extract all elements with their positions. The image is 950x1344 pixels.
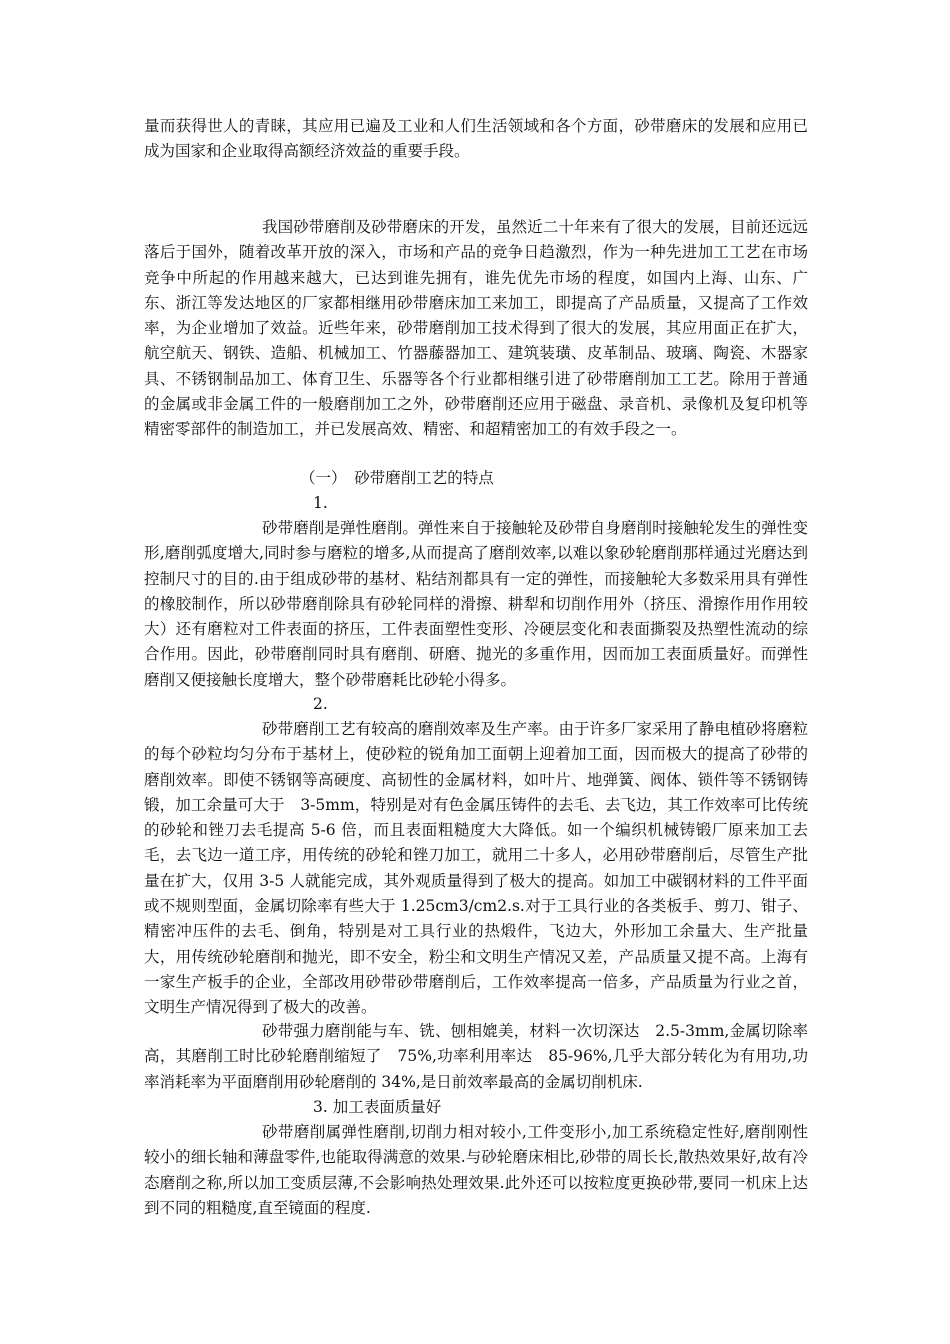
paragraph-development: 我国砂带磨削及砂带磨床的开发，虽然近二十年来有了很大的发展，目前还远远落后于国外，随着改革开放的深入，市场和产品的竞争日趋激烈，作为一种先进加工工艺在市场竞争中所起的作用越来越大，已达到谁先拥有，谁先优先市场的程度，如国内上海、山东、广东、浙江等发达地区的厂家都相继用砂带磨床加工来加工，即提高了产品质量，又提高了工作效率，为企业增加了效益。近些年来，砂带磨削加工技术得到了很大的发展，其应用面正在扩大，航空航天、钢铁、造船、机械加工、竹器藤器加工、建筑装璜、皮革制品、玻璃、陶瓷、木器家具、不锈钢制品加工、体育卫生、乐器等各个行业都相继引进了砂带磨削加工工艺。除用于普通的金属或非金属工件的一般磨削加工之外，砂带磨削还应用于磁盘、录音机、录像机及复印机等精密零部件的制造加工，并已发展高效、精密、和超精密加工的有效手段之一。 (144, 218, 808, 439)
item-number-1: 1. (313, 494, 328, 512)
section-heading: （一） 砂带磨削工艺的特点 (300, 469, 494, 487)
paragraph-elastic-grinding: 砂带磨削是弹性磨削。弹性来自于接触轮及砂带自身磨削时接触轮发生的弹性变形,磨削弧度增大,同时参与磨粒的增多,从而提高了磨削效率,以难以象砂轮磨削那样通过光磨达到控制尺寸的目的.由于组成砂带的基材、粘结剂都具有一定的弹性，而接触轮大多数采用具有弹性的橡胶制作，所以砂带磨削除具有砂轮同样的滑擦、耕犁和切削作用外（挤压、滑擦作用作用较大）还有磨粒对工件表面的挤压，工件表面塑性变形、冷硬层变化和表面撕裂及热塑性流动的综合作用。因此，砂带磨削同时具有磨削、研磨、抛光的多重作用，因而加工表面质量好。而弹性磨削又便接触长度增大，整个砂带磨耗比砂轮小得多。 (144, 519, 808, 689)
item-number-2: 2. (313, 695, 328, 713)
paragraph-efficiency: 砂带磨削工艺有较高的磨削效率及生产率。由于许多厂家采用了静电植砂将磨粒的每个砂粒均匀分布于基材上，使砂粒的锐角加工面朝上迎着加工面，因而极大的提高了砂带的磨削效率。即使不锈钢等高硬度、高韧性的金属材料，如叶片、地弹簧、阀体、锁件等不锈钢铸锻，加工余量可大于 3-5mm，特别是对有色金属压铸件的去毛、去飞边，其工作效率可比传统的砂轮和锉刀去毛提高 5-6 倍，而且表面粗糙度大大降低。如一个编织机械铸锻厂原来加工去毛，去飞边一道工序，用传统的砂轮和锉刀加工，就用二十多人，必用砂带磨削后，尽管生产批量在扩大，仅用 3-5 人就能完成，其外观质量得到了极大的提高。如加工中碳钢材料的工件平面或不规则型面，金属切除率有些大于 1.25cm3/cm2.s.对于工具行业的各类板手、剪刀、钳子、精密冲压件的去毛、倒角，特别是对工具行业的热煅件，飞边大，外形加工余量大、生产批量大，用传统砂轮磨削和抛光，即不安全，粉尘和文明生产情况又差，产品质量又提不高。上海有一家生产板手的企业，全部改用砂带砂带磨削后，工作效率提高一倍多，产品质量为行业之首，文明生产情况得到了极大的改善。 (144, 720, 808, 1017)
item-heading-3: 3. 加工表面质量好 (313, 1098, 442, 1116)
paragraph-power-grinding: 砂带强力磨削能与车、铣、刨相媲美，材料一次切深达 2.5-3mm,金属切除率高，其磨削工时比砂轮磨削缩短了 75%,功率利用率达 85-96%,几乎大部分转化为有用功,功率消耗率为平面磨削用砂轮磨削的 34%,是日前效率最高的金属切削机床. (144, 1022, 808, 1091)
paragraph-intro-continued: 量而获得世人的青睐，其应用已遍及工业和人们生活领域和各个方面，砂带磨床的发展和应用已成为国家和企业取得高额经济效益的重要手段。 (144, 117, 808, 161)
paragraph-surface-quality: 砂带磨削属弹性磨削,切削力相对较小,工件变形小,加工系统稳定性好,磨削刚性较小的细长轴和薄盘零件,也能取得满意的效果.与砂轮磨床相比,砂带的周长长,散热效果好,故有冷态磨削之称,所以加工变质层薄,不会影响热处理效果.此外还可以按粒度更换砂带,要同一机床上达到不同的粗糙度,直至镜面的程度. (144, 1123, 808, 1217)
